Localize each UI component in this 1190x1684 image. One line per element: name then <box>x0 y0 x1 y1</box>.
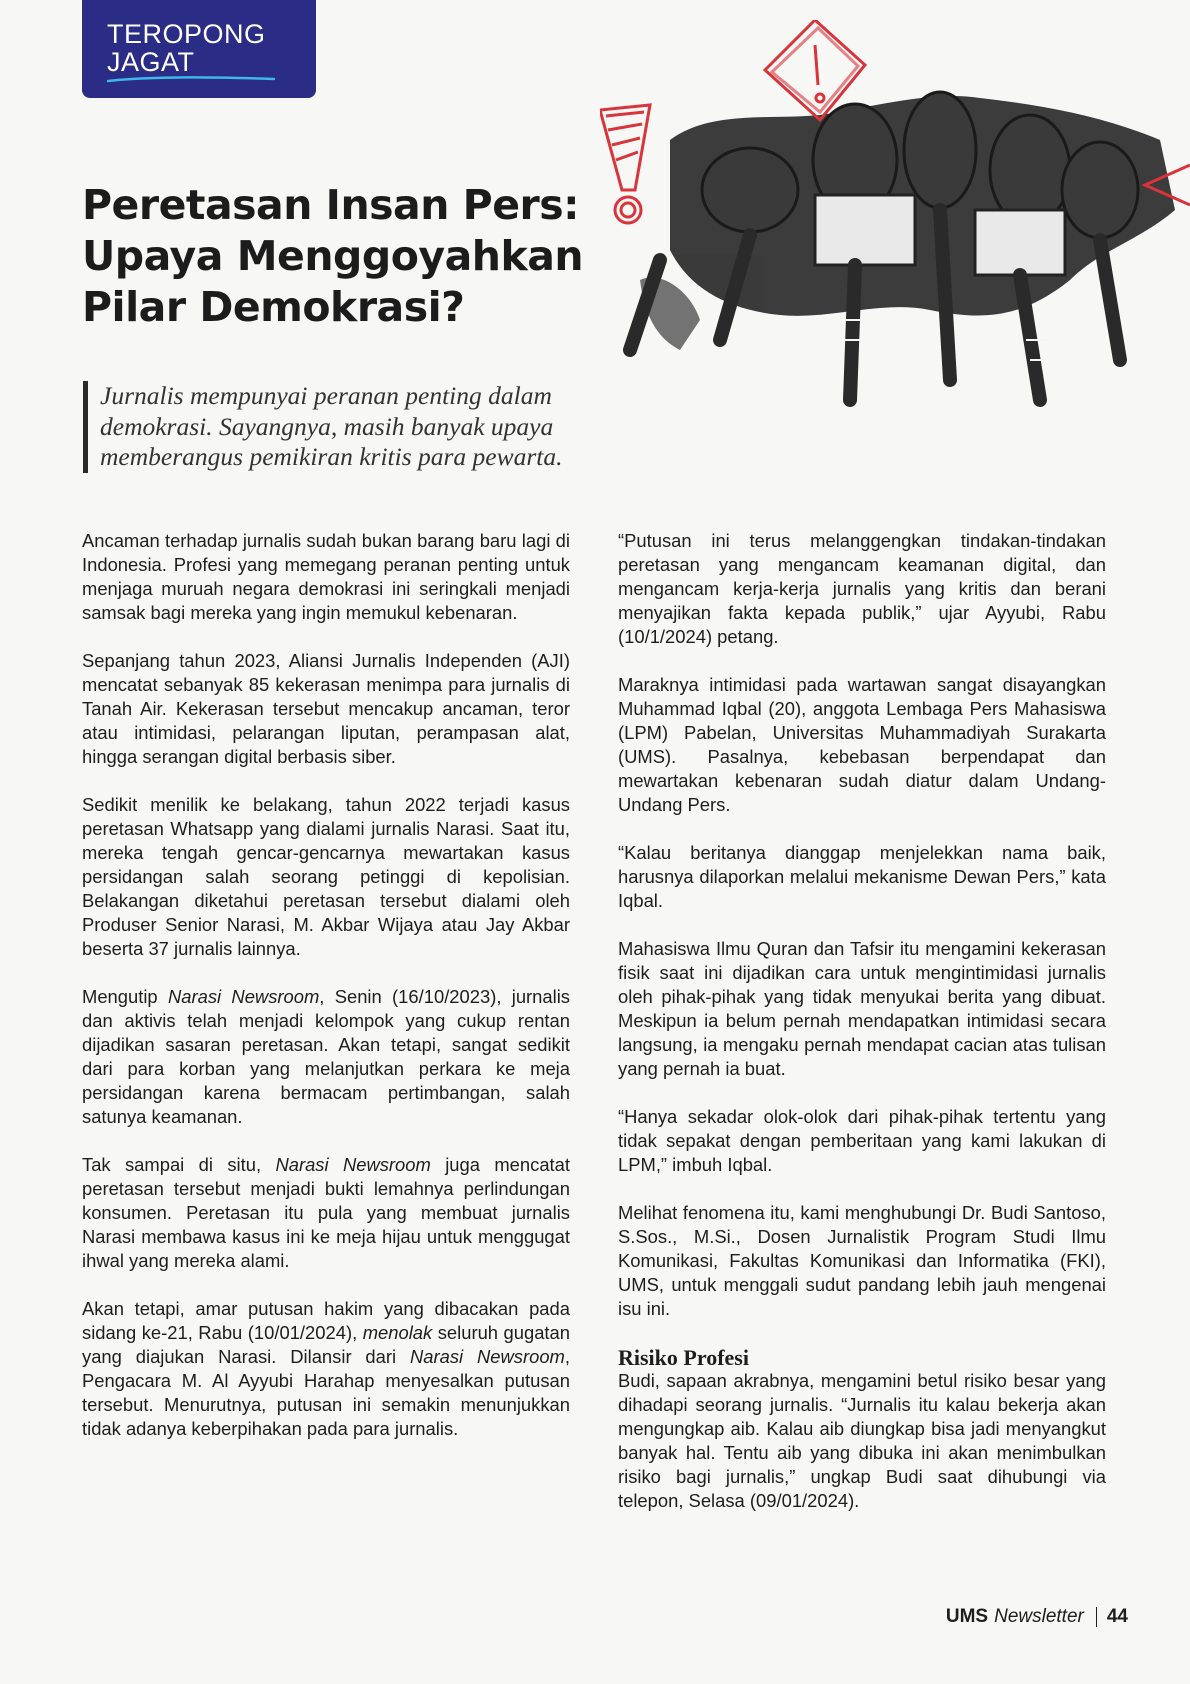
title-line-3: Pilar Demokrasi? <box>82 283 465 331</box>
page-number: 44 <box>1106 1606 1128 1627</box>
emphasis: Narasi Newsroom <box>167 986 320 1007</box>
footer-brand: UMS <box>945 1606 989 1627</box>
text-run: , Senin (16/10/2023), jurnalis dan aktivis telah menjadi kelompok yang cukup rentan dijadikan sasaran peretasan. Akan tetapi, sangat sedikit dari para korban yang melanjutkan perkara ke meja persidangan karena bermacam pertimbangan, salah satunya keamanan. <box>82 986 571 1127</box>
text-run: Tak sampai di situ, <box>82 1154 276 1175</box>
paragraph <box>82 1153 570 1273</box>
swoosh-underline-icon <box>106 74 276 84</box>
text-run: Akan tetapi, amar putusan hakim yang dibacakan pada sidang ke-21, Rabu (10/01/2024), <box>82 1298 570 1343</box>
left-column <box>82 529 570 1465</box>
text-run: , Pengacara M. Al Ayyubi Harahap menyesalkan putusan tersebut. Menurutnya, putusan ini semakin menunjukkan tidak adanya keberpihakan pada para jurnalis. <box>82 1346 570 1439</box>
emphasis: menolak <box>362 1322 433 1343</box>
section-tag-line2: JAGAT <box>107 47 195 77</box>
microphones-illustration <box>600 20 1190 520</box>
section-tag <box>82 0 316 98</box>
emphasis: Narasi Newsroom <box>409 1346 565 1367</box>
title-line-1: Peretasan Insan Pers: <box>82 181 580 229</box>
paragraph: Mahasiswa Ilmu Quran dan Tafsir itu mengamini kekerasan fisik saat ini dijadikan cara untuk mengintimidasi jurnalis oleh pihak-pihak yang tidak menyukai berita yang dibuat. Meskipun ia belum pernah mendapatkan intimidasi secara langsung, ia mengaku pernah mendapat cacian atas tulisan yang pernah ia buat. <box>618 938 1106 1079</box>
paragraph: Melihat fenomena itu, kami menghubungi Dr. Budi Santoso, S.Sos., M.Si., Dosen Jurnalistik Program Studi Ilmu Komunikasi, Fakultas Komunikasi dan Informatika (FKI), UMS, untuk menggali sudut pandang lebih jauh mengenai isu ini. <box>618 1202 1106 1319</box>
emphasis: Narasi Newsroom <box>275 1154 431 1175</box>
right-column <box>618 529 1106 1537</box>
title-line-2: Upaya Menggoyahkan <box>82 232 584 280</box>
lead-quote: Jurnalis mempunyai peranan penting dalam demokrasi. Sayangnya, masih banyak upaya memberangus pemikiran kritis para pewarta. <box>83 381 570 473</box>
paragraph: “Kalau beritanya dianggap menjelekkan nama baik, harusnya dilaporkan melalui mekanisme Dewan Pers,” kata Iqbal. <box>618 842 1106 911</box>
text-run: seluruh gugatan yang diajukan Narasi. Dilansir dari <box>82 1322 570 1367</box>
paragraph: Budi, sapaan akrabnya, mengamini betul risiko besar yang dihadapi seorang jurnalis. “Jurnalis itu kalau bekerja akan mengungkap aib. Kalau aib diungkap bisa jadi menyangkut banyak hal. Tentu aib yang dibuka ini akan menimbulkan risiko bagi jurnalis,” ungkap Budi saat dihubungi via telepon, Selasa (09/01/2024). <box>618 1370 1106 1511</box>
page-footer <box>946 1606 1128 1628</box>
footer-publication: Newsletter <box>994 1606 1084 1627</box>
article-title <box>82 180 622 333</box>
text-run: Mengutip <box>82 986 168 1007</box>
footer-divider <box>1096 1607 1097 1627</box>
paragraph: Sedikit menilik ke belakang, tahun 2022 terjadi kasus peretasan Whatsapp yang dialami jurnalis Narasi. Saat itu, mereka tengah gencar-gencarnya mewartakan kasus persidangan salah seorang petinggi di kepolisian. Belakangan diketahui peretasan tersebut dialami oleh Produser Senior Narasi, M. Akbar Wijaya atau Jay Akbar beserta 37 jurnalis lainnya. <box>82 794 570 959</box>
paragraph: Ancaman terhadap jurnalis sudah bukan barang baru lagi di Indonesia. Profesi yang memegang peranan penting untuk menjaga muruah negara demokrasi ini seringkali menjadi samsak bagi mereka yang ingin memukul kebenaran. <box>82 530 570 623</box>
text-run: juga mencatat peretasan tersebut menjadi bukti lemahnya perlindungan konsumen. Peretasan itu pula yang membuat jurnalis Narasi membawa kasus ini ke meja hijau untuk menggugat ihwal yang mereka alami. <box>82 1154 571 1271</box>
paragraph <box>82 1297 570 1441</box>
paragraph: Maraknya intimidasi pada wartawan sangat disayangkan Muhammad Iqbal (20), anggota Lembaga Pers Mahasiswa (LPM) Pabelan, Universitas Muhammadiyah Surakarta (UMS). Pasalnya, kebebasan berpendapat dan mewartakan kebenaran sudah diatur dalam Undang-Undang Pers. <box>618 674 1106 815</box>
paragraph: “Hanya sekadar olok-olok dari pihak-pihak tertentu yang tidak sepakat dengan pemberitaan yang kami lakukan di LPM,” imbuh Iqbal. <box>618 1106 1106 1175</box>
paragraph: Sepanjang tahun 2023, Aliansi Jurnalis Independen (AJI) mencatat sebanyak 85 kekerasan menimpa para jurnalis di Tanah Air. Kekerasan tersebut mencakup ancaman, teror atau intimidasi, pelarangan liputan, perampasan alat, hingga serangan digital berbasis siber. <box>82 650 570 767</box>
section-tag-line1: TEROPONG <box>107 19 266 49</box>
subheading: Risiko Profesi <box>618 1345 749 1370</box>
paragraph: “Putusan ini terus melanggengkan tindakan-tindakan peretasan yang mengancam keamanan digital, dan mengancam kerja-kerja jurnalis yang kritis dan berani menyajikan fakta kepada publik,” ujar Ayyubi, Rabu (10/1/2024) petang. <box>618 530 1106 647</box>
paragraph <box>82 985 570 1129</box>
